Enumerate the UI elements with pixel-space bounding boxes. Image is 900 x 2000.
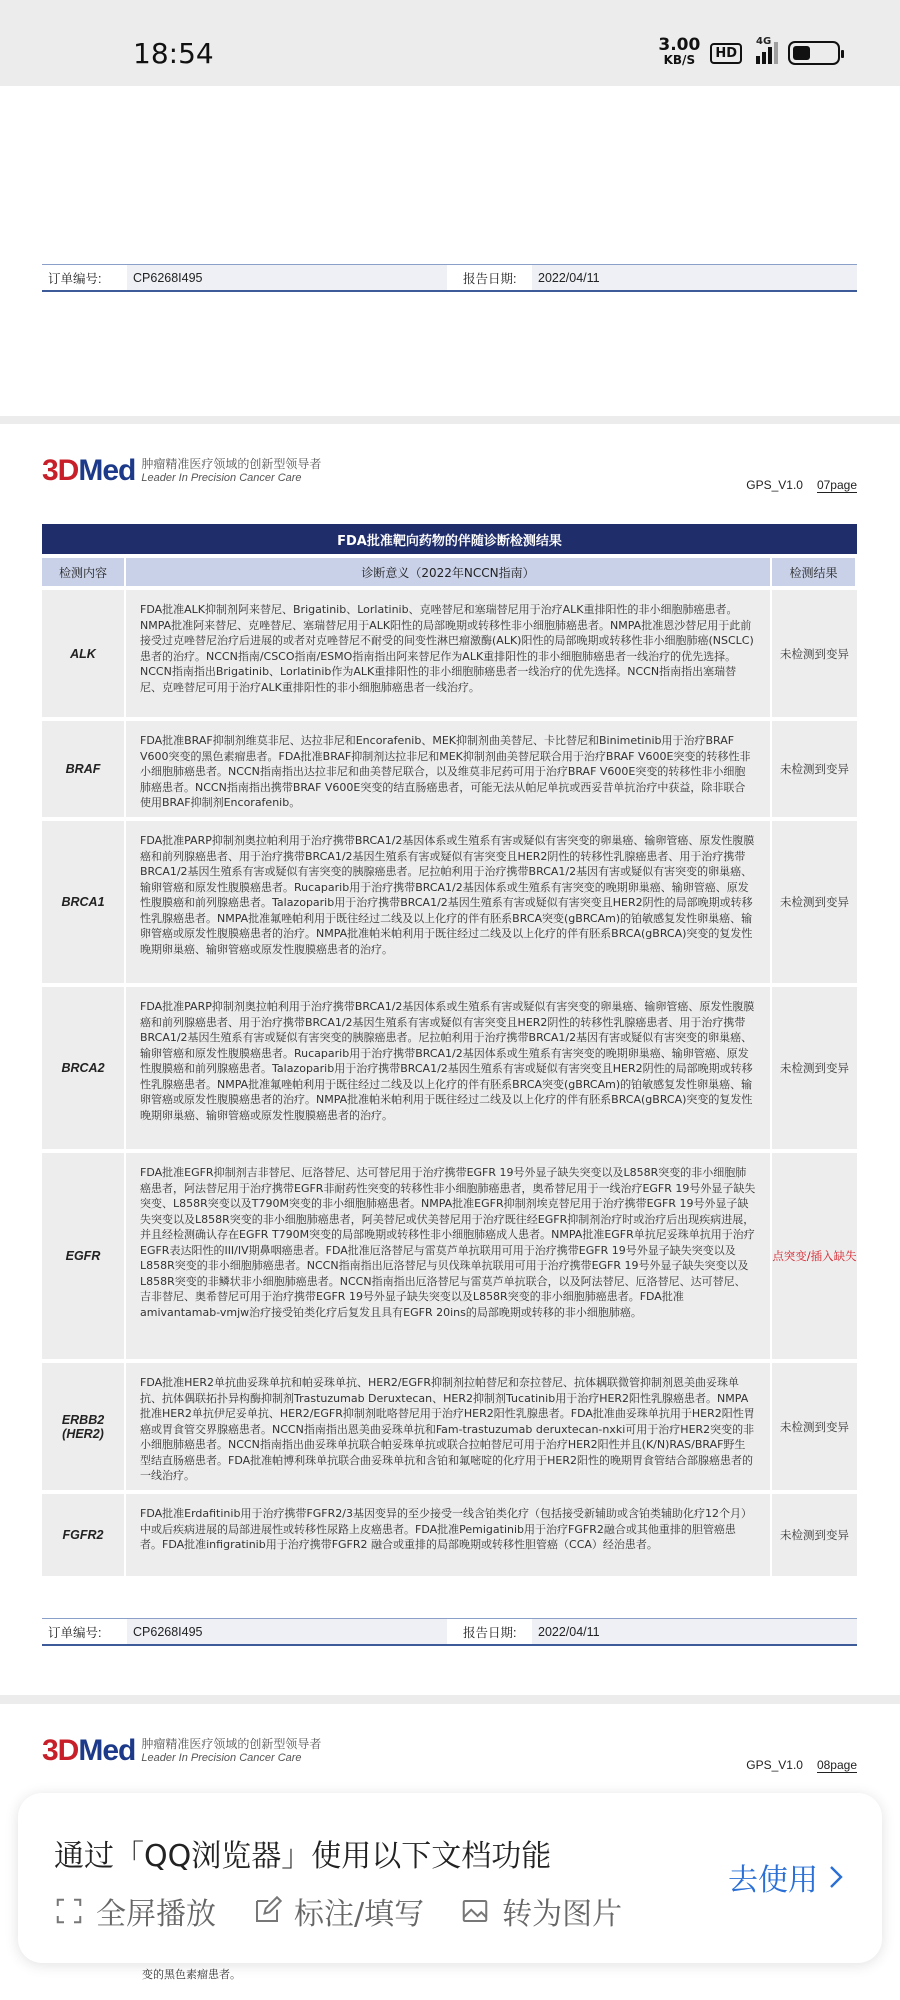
gene-description: FDA批准EGFR抑制剂吉非替尼、厄洛替尼、达可替尼用于治疗携带EGFR 19号外显子缺失突变以及L858R突变的非小细胞肺癌患者，阿法替尼用于治疗携带EGFR非耐药性突变的转移性非小细胞肺癌患者，奥希替尼用于一线治疗EGFR 19号外显子缺失突变、L858R突变以及T790M突变的非小细胞肺癌患者。NMPA批准EGFR抑制剂埃克替尼用于治疗携带EGFR 19号外显子缺失突变以及L858R突变的非小细胞肺癌患者，阿美替尼或伏美替尼用于治疗既往经EGFR抑制剂治疗时或治疗后出现疾病进展，并且经检测确认存在EGFR T790M突变的局部晚期或转移性非小细胞肺癌成人患者。NMPA批准EGFR单抗尼妥珠单抗用于治疗EGFR表达阳性的III/IV期鼻咽癌患者。FDA批准厄洛替尼与雷莫芦单抗联用可用于治疗携带EGFR 19号外显子缺失突变以及L858R突变的非小细胞肺癌患者。NCCN指南指出厄洛替尼与贝伐珠单抗联用可用于治疗携带EGFR 19号外显子缺失突变以及L858R突变的非鳞状非小细胞肺癌患者。NCCN指南指出厄洛替尼与雷莫芦单抗联合，以及阿法替尼、厄洛替尼、达可替尼、吉非替尼、奥希替尼可用于治疗携带EGFR 19号外显子缺失突变以及L858R突变的非小细胞肺癌患者。FDA批准amivantamab-vmjw治疗接受铂类化疗后复发且具有EGFR 20ins的局部晚期或转移的非小细胞肺癌。 (126, 1153, 772, 1359)
popup-title: 通过「QQ浏览器」使用以下文档功能 (54, 1839, 552, 1874)
popup-actions (54, 1889, 622, 1933)
companion-diagnostic-table (42, 524, 857, 1576)
table-row (42, 821, 857, 983)
gene-result: 未检测到变异 (780, 1061, 849, 1075)
gene-result-positive: 点突变/插入缺失 (772, 1249, 857, 1263)
gene-description: FDA批准ALK抑制剂阿来替尼、Brigatinib、Lorlatinib、克唑替尼和塞瑞替尼用于治疗ALK重排阳性的非小细胞肺癌患者。NMPA批准阿来替尼、克唑替尼、塞瑞替尼用于ALK阳性的局部晚期或转移性非小细胞肺癌患者。NMPA批准恩沙替尼用于此前接受过克唑替尼治疗后进展的或者对克唑替尼不耐受的间变性淋巴瘤激酶(ALK)阳性的局部晚期或转移性非小细胞肺癌(NSCLC)患者的治疗。NCCN指南/CSCO指南/ESMO指南指出阿来替尼作为ALK重排阳性的非小细胞肺癌患者一线治疗的优先选择。NCCN指南指出Brigatinib、Lorlatinib作为ALK重排阳性的非小细胞肺癌患者一线治疗的优先选择。NCCN指南指出塞瑞替尼、克唑替尼可用于治疗ALK重排阳性的非小细胞肺癌患者一线治疗。 (126, 590, 772, 717)
fullscreen-button[interactable] (54, 1889, 216, 1933)
report-header (42, 1734, 857, 1774)
convert-image-label: 转为图片 (502, 1897, 623, 1932)
logo-slogan-en: Leader In Precision Cancer Care (141, 472, 302, 484)
qq-browser-popup (18, 1793, 882, 1963)
report-date: 2022/04/11 (532, 265, 857, 290)
network-type: 4G (756, 36, 772, 47)
table-row (42, 721, 857, 817)
report-header (42, 454, 857, 494)
document-page-07 (0, 424, 900, 1695)
gene-description: FDA批准PARP抑制剂奥拉帕利用于治疗携带BRCA1/2基因体系或生殖系有害或疑似有害突变的卵巢癌、输卵管癌、原发性腹膜癌和前列腺癌患者、用于治疗携带BRCA1/2基因生殖系有害或疑似有害突变且HER2阴性的转移性乳腺癌患者、用于治疗携带BRCA1/2基因生殖系有害或疑似有害突变的胰腺癌患者。尼拉帕利用于治疗携带BRCA1/2基因有害或疑似有害突变的卵巢癌、输卵管癌和原发性腹膜癌患者。Rucaparib用于治疗携带BRCA1/2基因体系或生殖系有害突变的晚期卵巢癌、输卵管癌、原发性腹膜癌和前列腺癌患者。Talazoparib用于治疗携带BRCA1/2基因生殖系有害或疑似有害突变且HER2阴性的局部晚期或转移性乳腺癌患者。NMPA批准氟唑帕利用于既往经过二线及以上化疗的伴有胚系BRCA突变(gBRCAm)的铂敏感复发性卵巢癌、输卵管癌或原发性腹膜癌患者的治疗。NMPA批准帕米帕利用于既往经过二线及以上化疗的伴有胚系BRCA(gBRCA)突变的复发性晚期卵巢癌、输卵管癌或原发性腹膜癌患者的治疗。 (126, 821, 772, 983)
order-number: CP6268I495 (127, 1619, 447, 1644)
chevron-right-icon (828, 1864, 844, 1890)
edit-icon (252, 1896, 282, 1926)
table-header (42, 558, 857, 586)
logo-mark: 3DMed (42, 454, 136, 487)
signal-icon (752, 36, 778, 64)
company-logo (42, 1734, 321, 1768)
gene-name: BRCA2 (42, 987, 126, 1149)
table-title: FDA批准靶向药物的伴随诊断检测结果 (42, 524, 857, 554)
order-info-bar (42, 264, 857, 292)
gene-description: FDA批准Erdafitinib用于治疗携带FGFR2/3基因变异的至少接受一线含铂类化疗（包括接受新辅助或含铂类辅助化疗12个月）中或后疾病进展的局部进展性或转移性尿路上皮癌患者。FDA批准Pemigatinib用于治疗FGFR2融合或其他重排的胆管癌患者。FDA批准infigratinib用于治疗携带FGFR2 融合或重排的局部晚期或转移性胆管癌（CCA）经治患者。 (126, 1494, 772, 1576)
table-row (42, 987, 857, 1149)
convert-image-button[interactable] (460, 1889, 622, 1933)
fullscreen-icon (54, 1896, 84, 1926)
logo-mark: 3DMed (42, 1734, 136, 1767)
gene-name: BRAF (42, 721, 126, 817)
go-use-label: 去使用 (728, 1863, 818, 1898)
status-icons (658, 35, 840, 68)
gene-result: 未检测到变异 (780, 895, 849, 909)
annotate-button[interactable] (252, 1889, 424, 1933)
hd-icon: HD (710, 43, 742, 64)
table-row (42, 1153, 857, 1359)
version-label: GPS_V1.0 (746, 1758, 803, 1772)
network-speed (658, 35, 701, 68)
status-bar (0, 0, 900, 86)
status-time: 18:54 (133, 37, 214, 70)
header-result: 检测结果 (772, 558, 857, 586)
gene-result: 未检测到变异 (780, 762, 849, 776)
header-description: 诊断意义（2022年NCCN指南） (126, 558, 772, 586)
gene-name: EGFR (42, 1153, 126, 1359)
logo-slogan-cn: 肿瘤精准医疗领域的创新型领导者 (141, 1737, 322, 1751)
order-number: CP6268I495 (127, 265, 447, 290)
version-info (732, 1758, 857, 1772)
logo-slogan-cn: 肿瘤精准医疗领域的创新型领导者 (141, 457, 322, 471)
version-label: GPS_V1.0 (746, 478, 803, 492)
image-icon (460, 1896, 490, 1926)
battery-icon (788, 41, 840, 65)
order-label: 订单编号: (48, 271, 102, 286)
header-item: 检测内容 (42, 558, 126, 586)
annotate-label: 标注/填写 (294, 1897, 425, 1932)
gene-name: ALK (42, 590, 126, 717)
table-row (42, 590, 857, 717)
gene-result: 未检测到变异 (780, 646, 849, 661)
gene-description: FDA批准HER2单抗曲妥珠单抗和帕妥珠单抗、HER2/EGFR抑制剂拉帕替尼和奈拉替尼、抗体耦联微管抑制剂恩美曲妥珠单抗、抗体偶联拓扑异构酶抑制剂Trastuzumab Deruxtecan、HER2抑制剂Tucatinib用于治疗HER2阳性乳腺癌患者。NMPA批准HER2单抗伊尼妥单抗、HER2/EGFR抑制剂吡咯替尼用于治疗HER2阳性乳腺患者。FDA批准曲妥珠单抗用于HER2阳性胃癌或胃食管交界腺癌患者。NCCN指南指出恩美曲妥珠单抗和Fam-trastuzumab deruxtecan-nxki可用于治疗HER2突变的非小细胞肺癌患者。NCCN指南指出曲妥珠单抗联合帕妥珠单抗或联合拉帕替尼可用于治疗HER2阳性并且(K/N)RAS/BRAF野生型结直肠癌患者。FDA批准帕博利珠单抗联合曲妥珠单抗和含铂和氟嘧啶的化疗用于HER2阳性的晚期胃食管结合部腺癌患者的一线治疗。 (126, 1363, 772, 1490)
report-date: 2022/04/11 (532, 1619, 857, 1644)
gene-description: FDA批准PARP抑制剂奥拉帕利用于治疗携带BRCA1/2基因体系或生殖系有害或疑似有害突变的卵巢癌、输卵管癌、原发性腹膜癌和前列腺癌患者、用于治疗携带BRCA1/2基因生殖系有害或疑似有害突变且HER2阴性的转移性乳腺癌患者、用于治疗携带BRCA1/2基因生殖系有害或疑似有害突变的胰腺癌患者。尼拉帕利用于治疗携带BRCA1/2基因有害或疑似有害突变的卵巢癌、输卵管癌和原发性腹膜癌患者。Rucaparib用于治疗携带BRCA1/2基因体系或生殖系有害突变的晚期卵巢癌、输卵管癌、原发性腹膜癌和前列腺癌患者。Talazoparib用于治疗携带BRCA1/2基因生殖系有害或疑似有害突变且HER2阴性的局部晚期或转移性乳腺癌患者。NMPA批准氟唑帕利用于既往经过二线及以上化疗的伴有胚系BRCA突变(gBRCAm)的铂敏感复发性卵巢癌、输卵管癌或原发性腹膜癌患者的治疗。NMPA批准帕米帕利用于既往经过二线及以上化疗的伴有胚系BRCA(gBRCA)突变的复发性晚期卵巢癌、输卵管癌或原发性腹膜癌患者的治疗。 (126, 987, 772, 1149)
report-date-label: 报告日期: (463, 1625, 517, 1640)
document-page-previous (0, 86, 900, 416)
gene-name: BRCA1 (42, 821, 126, 983)
gene-name: ERBB2 (HER2) (42, 1363, 126, 1490)
table-row (42, 1494, 857, 1576)
report-date-label: 报告日期: (463, 271, 517, 286)
company-logo (42, 454, 321, 488)
peek-text: 变的黑色素瘤患者。 (142, 1968, 241, 1981)
logo-slogan-en: Leader In Precision Cancer Care (141, 1752, 302, 1764)
version-info (732, 478, 857, 492)
page-number: 08page (816, 1758, 857, 1772)
network-speed-value: 3.00 (658, 35, 701, 55)
gene-result: 未检测到变异 (780, 1528, 849, 1542)
go-use-button[interactable] (728, 1855, 844, 1899)
fullscreen-label: 全屏播放 (96, 1897, 216, 1932)
gene-description: FDA批准BRAF抑制剂维莫非尼、达拉非尼和Encorafenib、MEK抑制剂曲美替尼、卡比替尼和Binimetinib用于治疗BRAF V600突变的黑色素瘤患者。FDA批准BRAF抑制剂达拉非尼和MEK抑制剂曲美替尼联合用于治疗BRAF V600E突变的转移性非小细胞肺癌患者。NCCN指南指出达拉非尼和曲美替尼联合，以及维莫非尼药可用于治疗BRAF V600E突变的转移性非小细胞肺癌患者。NCCN指南指出携带BRAF V600E突变的结直肠癌患者，可能无法从帕尼单抗或西妥昔单抗治疗中获益，除非联合使用BRAF抑制剂Encorafenib。 (126, 721, 772, 817)
order-info-bar (42, 1618, 857, 1646)
order-label: 订单编号: (48, 1625, 102, 1640)
gene-result: 未检测到变异 (780, 1419, 849, 1434)
page-number: 07page (816, 478, 857, 492)
table-row (42, 1363, 857, 1490)
gene-name: FGFR2 (42, 1494, 126, 1576)
network-speed-unit: KB/S (663, 53, 696, 67)
